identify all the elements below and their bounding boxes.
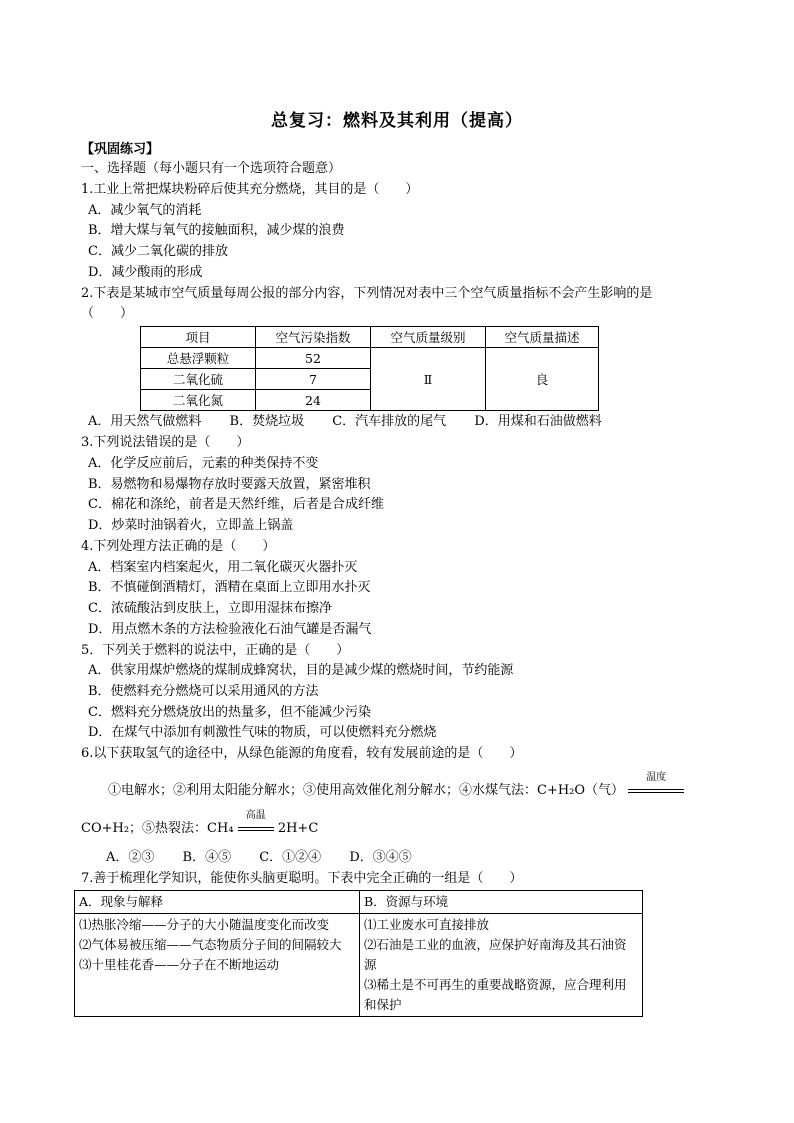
page-title: 总复习：燃料及其利用（提高） <box>271 111 523 131</box>
question-5-option-c: C．燃料充分燃烧放出的热量多，但不能减少污染 <box>88 705 371 720</box>
question-2-stem-cont: （ ） <box>81 306 134 321</box>
question-3-option-d: D．炒菜时油锅着火，立即盖上锅盖 <box>88 518 294 533</box>
table-header: 空气污染指数 <box>256 327 371 348</box>
reaction-condition: 温度 <box>646 772 667 783</box>
reaction-arrow <box>238 810 274 838</box>
question-7-stem: 7.善于梳理化学知识，能使你头脑更聪明。下表中完全正确的一组是（ ） <box>81 871 523 886</box>
table-cell-desc: 良 <box>486 348 599 411</box>
question-1-option-b: B．增大煤与氧气的接触面积，减少煤的浪费 <box>88 223 345 238</box>
question-2-option-b: B．焚烧垃圾 <box>229 414 305 429</box>
question-4-option-d: D．用点燃木条的方法检验液化石油气罐是否漏气 <box>88 622 372 637</box>
question-2-option-a: A．用天然气做燃料 <box>88 414 202 429</box>
question-5-option-b: B．使燃料充分燃烧可以采用通风的方法 <box>88 684 319 699</box>
question-4-stem: 4.下列处理方法正确的是（ ） <box>81 539 276 554</box>
table-cell: 总悬浮颗粒 <box>141 348 256 369</box>
question-5-stem: 5．下列关于燃料的说法中，正确的是（ ） <box>81 643 350 658</box>
question-6-option-c: C．①②④ <box>259 850 322 865</box>
question-6-option-d: D．③④⑤ <box>349 850 412 865</box>
list-item: ⑵石油是工业的血液，应保护好南海及其石油资源 <box>364 937 627 972</box>
table-cell-level: Ⅱ <box>371 348 486 411</box>
question-4-option-a: A．档案室内档案起火，用二氧化碳灭火器扑灭 <box>88 560 358 575</box>
list-item: ⑶十里桂花香——分子在不断地运动 <box>79 957 280 972</box>
question-3-option-b: B．易燃物和易爆物存放时要露天放置，紧密堆积 <box>88 477 371 492</box>
question-6-methods-cont <box>81 810 319 838</box>
question-1-option-d: D．减少酸雨的形成 <box>88 265 203 280</box>
question-5-option-d: D．在煤气中添加有刺激性气味的物质，可以使燃料充分燃烧 <box>88 725 437 740</box>
question-3-stem: 3.下列说法错误的是（ ） <box>81 435 250 450</box>
list-item: ⑵气体易被压缩——气态物质分子间的间隔较大 <box>79 937 342 952</box>
question-6-methods-text-2: CO+H₂；⑤热裂法：CH₄ <box>81 821 234 836</box>
reaction-condition: 高温 <box>245 810 266 821</box>
question-2-stem: 2.下表是某城市空气质量每周公报的部分内容，下列情况对表中三个空气质量指标不会产生影响的是 <box>81 286 653 301</box>
question-6-stem: 6.以下获取氢气的途径中，从绿色能源的角度看，较有发展前途的是（ ） <box>81 746 523 761</box>
question-6-option-b: B．④⑤ <box>182 850 232 865</box>
table-cell-a <box>75 914 360 1017</box>
question-1-option-c: C．减少二氧化碳的排放 <box>88 244 228 259</box>
equals-sign-icon <box>238 827 274 831</box>
table-cell: 二氧化氮 <box>141 390 256 411</box>
question-6-options <box>106 849 436 867</box>
question-1-stem: 1.工业上常把煤块粉碎后使其充分燃烧，其目的是（ ） <box>81 182 419 197</box>
part-heading: 一、选择题（每小题只有一个选项符合题意） <box>81 161 342 176</box>
question-3-option-c: C．棉花和涤纶，前者是天然纤维，后者是合成纤维 <box>88 497 384 512</box>
table-cell: 24 <box>256 390 371 411</box>
question-2-option-c: C．汽车排放的尾气 <box>332 414 447 429</box>
list-item: ⑶稀土是不可再生的重要战略资源，应合理利用和保护 <box>364 977 627 1012</box>
table-cell: 52 <box>256 348 371 369</box>
table-cell-b <box>360 914 643 1017</box>
question-5-option-a: A．供家用煤炉燃烧的煤制成蜂窝状，目的是减少煤的燃烧时间，节约能源 <box>88 663 514 678</box>
table-header: 空气质量描述 <box>486 327 599 348</box>
question-4-option-c: C．浓硫酸沾到皮肤上，立即用湿抹布擦净 <box>88 601 332 616</box>
air-quality-table <box>140 326 599 411</box>
table-cell: 7 <box>256 369 371 390</box>
question-2-options <box>88 413 626 431</box>
question-6-methods-text-3: 2H+C <box>277 821 319 836</box>
question-3-option-a: A．化学反应前后，元素的种类保持不变 <box>88 456 319 471</box>
table-header: A．现象与解释 <box>75 891 360 914</box>
list-item: ⑴热胀冷缩——分子的大小随温度变化而改变 <box>79 917 330 932</box>
question-6-option-a: A．②③ <box>106 850 155 865</box>
list-item: ⑴工业废水可直接排放 <box>364 917 490 932</box>
table-cell: 二氧化硫 <box>141 369 256 390</box>
table-header: B．资源与环境 <box>360 891 643 914</box>
reaction-arrow <box>628 772 684 800</box>
question-6-methods-text: ①电解水；②利用太阳能分解水；③使用高效催化剂分解水；④水煤气法：C+H₂O（气） <box>108 783 625 798</box>
table-header: 项目 <box>141 327 256 348</box>
table-header: 空气质量级别 <box>371 327 486 348</box>
equals-sign-icon <box>628 789 684 793</box>
question-2-option-d: D．用煤和石油做燃料 <box>474 414 602 429</box>
question-6-methods <box>108 772 684 800</box>
section-tag: 【巩固练习】 <box>81 142 160 157</box>
question-1-option-a: A．减少氧气的消耗 <box>88 203 202 218</box>
question-4-option-b: B．不慎碰倒酒精灯，酒精在桌面上立即用水扑灭 <box>88 580 371 595</box>
knowledge-table <box>74 890 643 1017</box>
